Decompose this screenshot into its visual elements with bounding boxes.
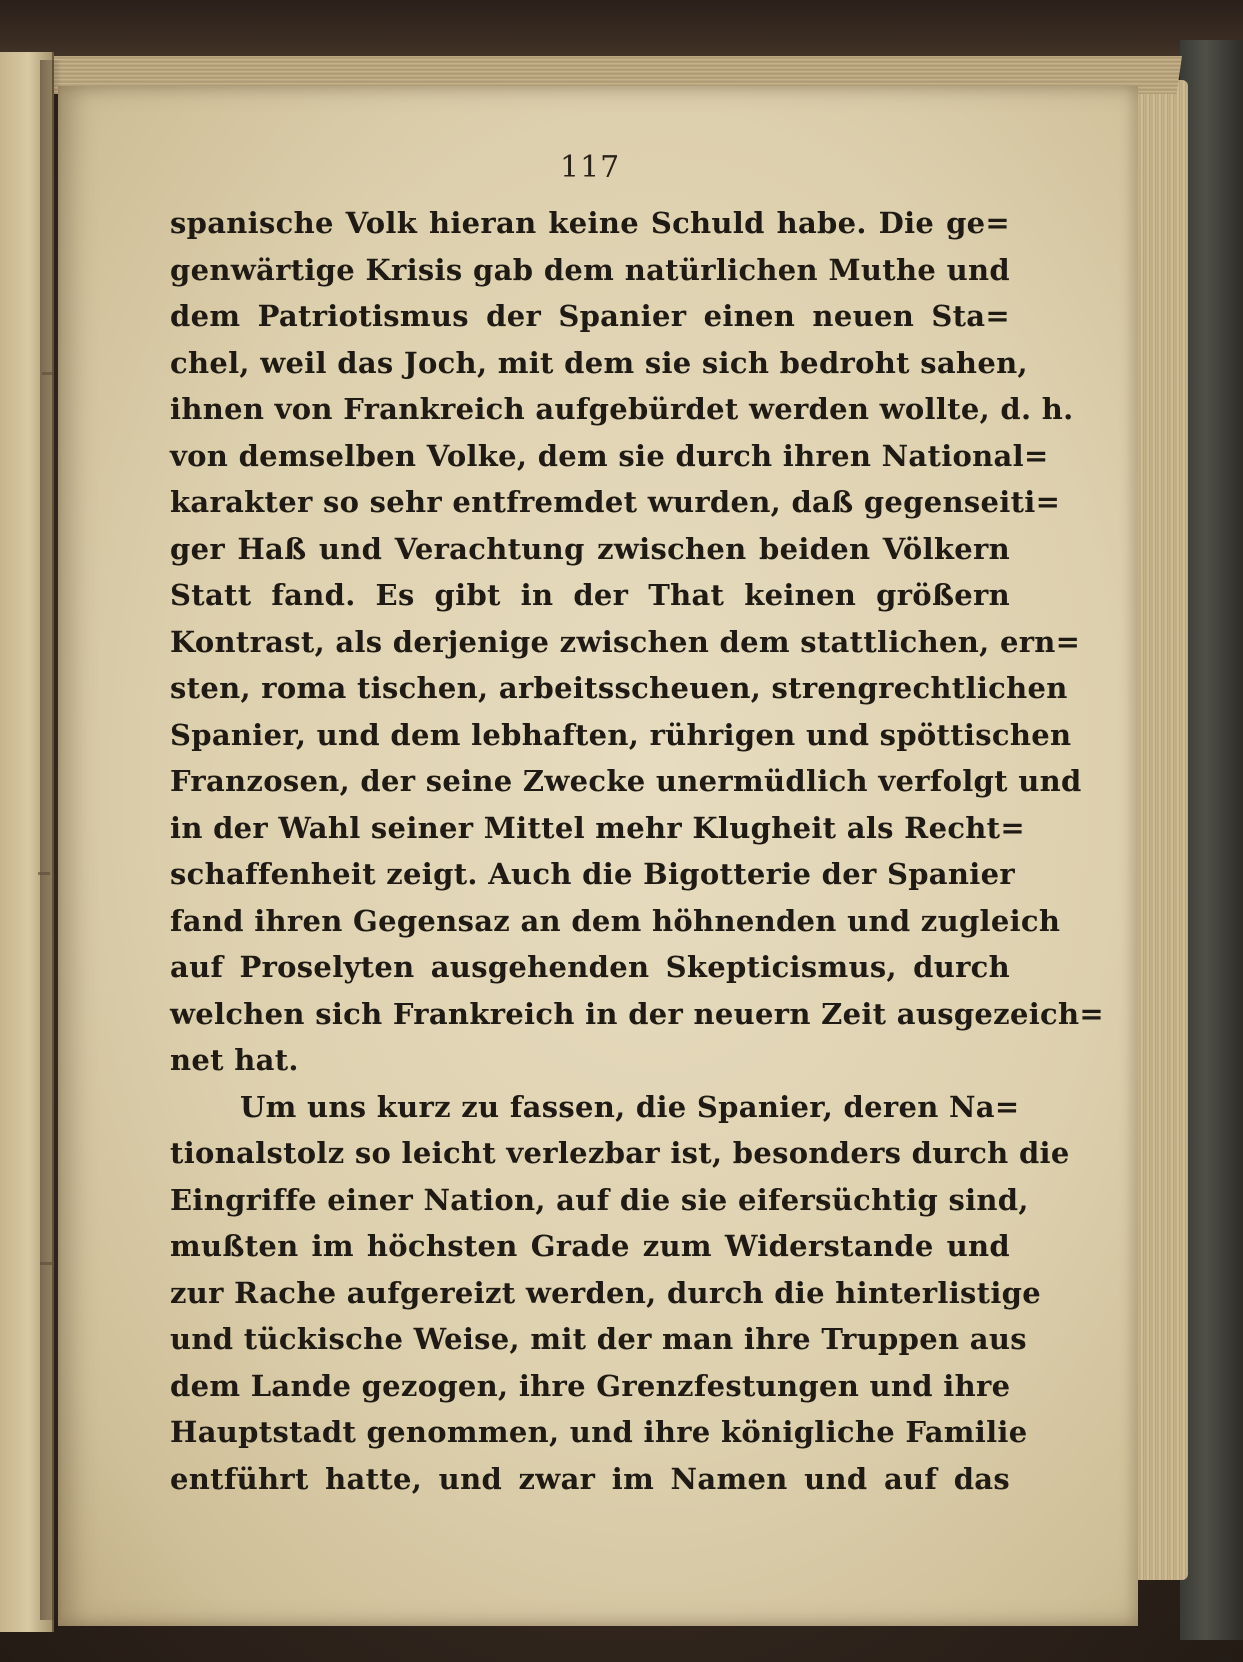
paragraph-1 xyxy=(170,200,1104,1084)
text-line: chel, weil das Joch, mit dem sie sich bedroht sahen, xyxy=(170,345,1028,380)
text-line: Spanier, und dem lebhaften, rührigen und spöttischen xyxy=(170,717,1072,752)
text-line: net hat. xyxy=(170,1043,299,1077)
text-line: karakter so sehr entfremdet wurden, daß gegenseiti= xyxy=(170,485,1061,519)
text-line: von demselben Volke, dem sie durch ihren National= xyxy=(170,438,1049,473)
text-line: und tückische Weise, mit der man ihre Truppen aus xyxy=(170,1322,1027,1356)
page-edges xyxy=(1130,80,1188,1580)
text-line: sten, roma tischen, arbeitsscheuen, strengrechtlichen xyxy=(170,671,1068,705)
text-line: Statt fand. Es gibt in der That keinen größern xyxy=(170,578,1010,612)
margin-mark xyxy=(38,872,50,875)
text-line: ihnen von Frankreich aufgebürdet werden wollte, d. h. xyxy=(170,392,1074,426)
page-number: 117 xyxy=(560,150,621,185)
text-line: tionalstolz so leicht verlezbar ist, besonders durch die xyxy=(170,1136,1070,1170)
page-gutter-shadow xyxy=(40,60,62,1620)
text-line: Franzosen, der seine Zwecke unermüdlich verfolgt und xyxy=(170,764,1082,798)
text-line: genwärtige Krisis gab dem natürlichen Muthe und xyxy=(170,252,1010,287)
text-line: welchen sich Frankreich in der neuern Zeit ausgezeich= xyxy=(170,996,1104,1031)
text-line: Eingriffe einer Nation, auf die sie eifersüchtig sind, xyxy=(170,1182,1029,1217)
text-line: schaffenheit zeigt. Auch die Bigotterie der Spanier xyxy=(170,857,1015,891)
text-line: dem Lande gezogen, ihre Grenzfestungen und ihre xyxy=(170,1368,1011,1403)
text-line: ger Haß und Verachtung zwischen beiden Völkern xyxy=(170,531,1010,566)
text-line: Kontrast, als derjenige zwischen dem stattlichen, ern= xyxy=(170,624,1081,659)
text-line: in der Wahl seiner Mittel mehr Klugheit als Recht= xyxy=(170,810,1025,845)
text-line: Um uns kurz zu fassen, die Spanier, deren Na= xyxy=(240,1089,1020,1124)
text-line: fand ihren Gegensaz an dem höhnenden und zugleich xyxy=(170,903,1061,938)
text-line: spanische Volk hieran keine Schuld habe. Die ge= xyxy=(170,206,1010,240)
text-line: zur Rache aufgereizt werden, durch die hinterlistige xyxy=(170,1275,1041,1310)
text-line: mußten im höchsten Grade zum Widerstande und xyxy=(170,1229,1010,1263)
margin-mark xyxy=(40,1262,52,1265)
margin-mark xyxy=(42,372,54,375)
paragraph-2 xyxy=(170,1084,1070,1503)
text-line: Hauptstadt genommen, und ihre königliche Familie xyxy=(170,1415,1028,1449)
text-line: auf Proselyten ausgehenden Skepticismus, durch xyxy=(170,950,1010,984)
book-cover-edge xyxy=(1180,40,1243,1640)
text-line: entführt hatte, und zwar im Namen und auf das xyxy=(170,1461,1010,1496)
body-text xyxy=(170,200,1104,1502)
text-line: dem Patriotismus der Spanier einen neuen Sta= xyxy=(170,299,1010,333)
